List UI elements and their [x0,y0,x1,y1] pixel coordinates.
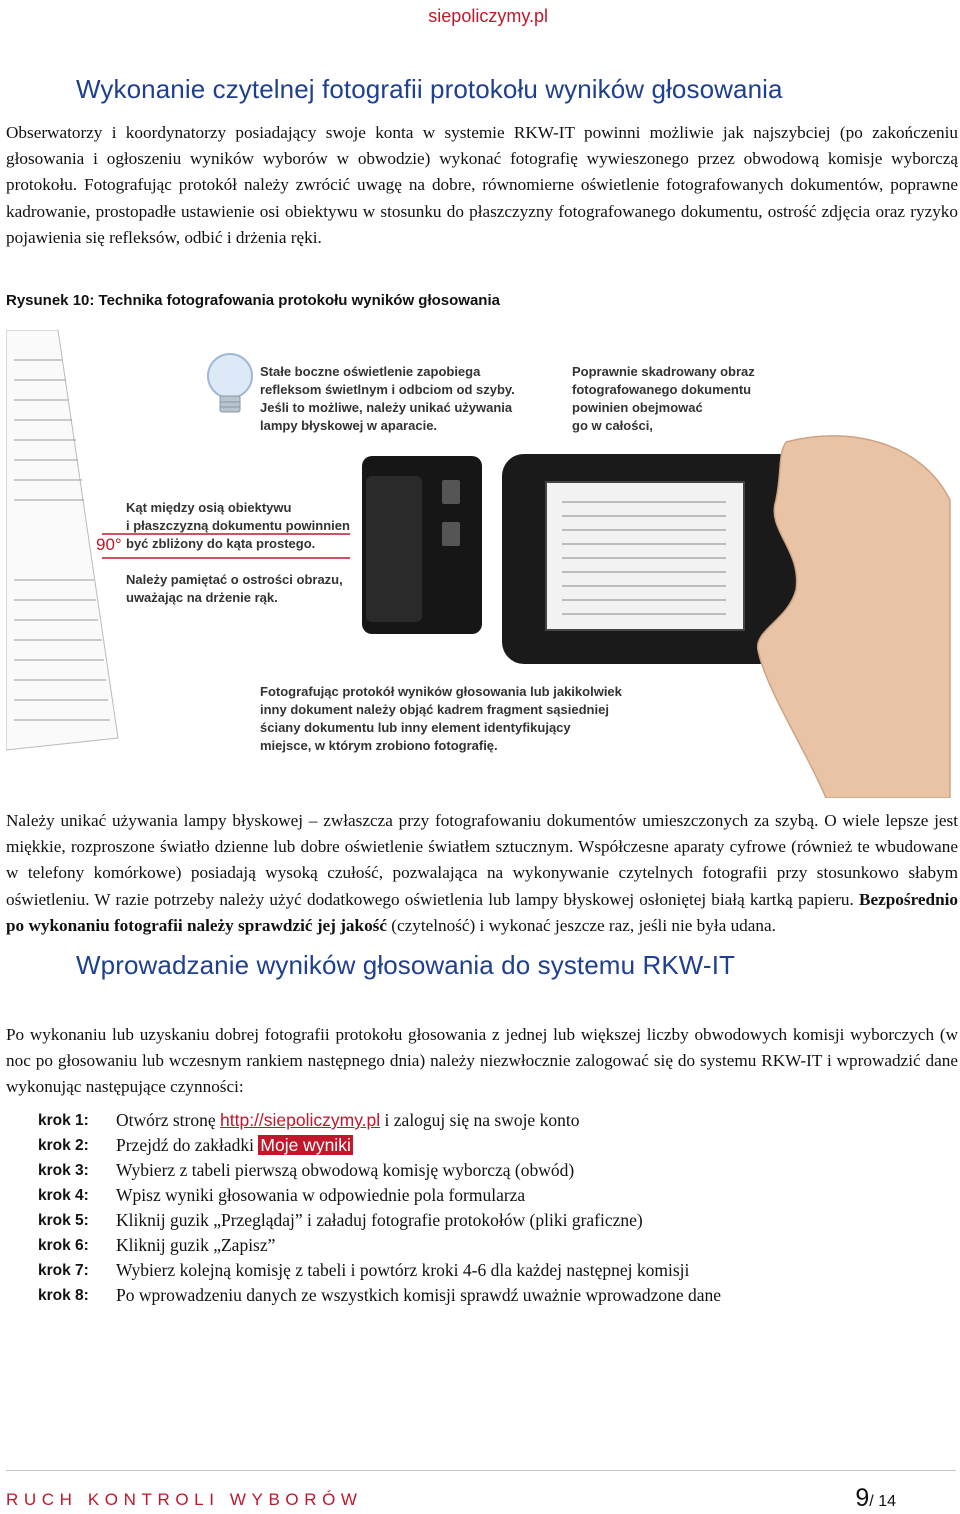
site-url-link[interactable]: http://siepoliczymy.pl [220,1110,381,1130]
note-line: Fotografując protokół wyników głosowania lub jakikolwiek [260,684,622,699]
note-line: fotografowanego dokumentu [572,382,752,397]
step-label: krok 2: [38,1136,89,1154]
step-text-start: Otwórz stronę [116,1110,221,1130]
step-label: krok 6: [38,1236,89,1254]
entry-paragraph: Po wykonaniu lub uzyskaniu dobrej fotografii protokołu głosowania z jednej lub większej liczby obwodowych komisji wyborczych (w noc po głosowaniu lub wczesnym rankiem następnego dnia) należy niezwłocznie zalogować się do systemu RKW-IT i wprowadzić dane wykonując następujące czynności: [6,1025,958,1097]
angle-label: 90° [96,535,122,554]
paragraph-text: Należy unikać używania lampy błyskowej – zwłaszcza przy fotografowaniu dokumentów umieszczonych za szybą. O wiele lepsze jest miękkie, rozproszone światło dzienne lub dobre oświetlenie światłem sztucznym. Współczesne aparaty cyfrowe (również te wbudowane w telefony komórkowe) posiadają wysoką czułość, pozwalająca na wykonywanie czytelnych fotografii przy stosunkowo słabym oświetleniu. W razie potrzeby należy użyć dodatkowego oświetlenia lub lampy błyskowej osłoniętej białą kartką papieru. [6,811,958,909]
footer-divider [6,1470,956,1471]
lighting-note [260,364,515,433]
note-line: miejsce, w którym zrobiono fotografię. [260,738,498,753]
page-separator: / [869,1493,874,1510]
step-item [38,1158,938,1183]
step-item [38,1108,938,1133]
photo-technique-figure [6,330,956,798]
step-label: krok 7: [38,1261,89,1279]
focus-note [126,572,343,605]
current-page: 9 [855,1484,870,1512]
step-text: Kliknij guzik „Zapisz” [116,1235,276,1255]
step-text: Wybierz kolejną komisję z tabeli i powtórz kroki 4-6 dla każdej następnej komisji [116,1260,690,1280]
note-line: i płaszczyzną dokumentu powinnien [126,518,350,533]
framing-note [572,364,755,433]
note-line: Stałe boczne oświetlenie zapobiega [260,364,481,379]
note-line: lampy błyskowej w aparacie. [260,418,438,433]
paragraph-text: (czytelność) i wykonać jeszcze raz, jeśli nie była udana. [386,915,776,935]
step-text [116,1135,353,1156]
note-line: Poprawnie skadrowany obraz [572,364,755,379]
step-text-end: i zaloguj się na swoje konto [380,1110,580,1130]
note-line: Jeśli to możliwe, należy unikać używania [260,400,513,415]
step-label: krok 1: [38,1111,89,1129]
note-line: go w całości, [572,418,653,433]
note-line: uważając na drżenie rąk. [126,590,278,605]
note-line: Kąt między osią obiektywu [126,500,292,515]
step-text [116,1110,579,1131]
camera-screen [546,482,744,630]
light-bulb-icon [208,354,252,412]
step-item [38,1133,938,1158]
step-item [38,1183,938,1208]
intro-paragraph: Obserwatorzy i koordynatorzy posiadający swoje konta w systemie RKW-IT powinni możliwie jak najszybciej (po zakończeniu głosowania i ogłoszeniu wyników wyborów w obwodzie) wykonać fotografię wywieszonego przez obwodową komisje wyborczą protokołu. Fotografując protokół należy zwrócić uwagę na dobre, równomierne oświetlenie fotografowanych dokumentów, poprawne kadrowanie, prostopadłe ustawienie osi obiektywu w stosunku do płaszczyzny fotografowanego dokumentu, ostrość zdjęcia oraz ryzyko pojawienia się refleksów, odbić i drżenia ręki. [6,123,958,247]
step-text-start: Przejdź do zakładki [116,1135,259,1155]
step-item [38,1233,938,1258]
step-item [38,1258,938,1283]
note-line: Należy pamiętać o ostrości obrazu, [126,572,343,587]
paragraph-bold-text: Bezpośrednio po wykonaniu fotografii należy sprawdzić jej jakość [6,889,958,935]
step-label: krok 4: [38,1186,89,1204]
section-title-entry: Wprowadzanie wyników głosowania do systemu RKW-IT [76,950,736,980]
note-line: refleksom świetlnym i odbciom od szyby. [260,382,515,397]
camera-icon [362,454,812,664]
step-label: krok 8: [38,1286,89,1304]
step-text: Po wprowadzeniu danych ze wszystkich komisji sprawdź uważnie wprowadzone dane [116,1285,722,1305]
note-line: ściany dokumentu lub inny element identyfikujący [260,720,571,735]
section-title-photo: Wykonanie czytelnej fotografii protokołu wyników głosowania [76,74,783,104]
figure-illustration [6,330,956,798]
step-text: Wybierz z tabeli pierwszą obwodową komisję wyborczą (obwód) [116,1160,575,1180]
hand-illustration [758,436,950,798]
angle-note [126,500,350,551]
note-line: inny dokument należy objąć kadrem fragment sąsiedniej [260,702,609,717]
page-number [855,1484,896,1513]
steps-list [38,1108,938,1308]
step-text: Kliknij guzik „Przeglądaj” i załaduj fotografie protokołów (pliki graficzne) [116,1210,643,1230]
flash-advice-paragraph [6,808,958,939]
tab-name-highlight: Moje wyniki [260,1135,351,1155]
site-link[interactable]: siepoliczymy.pl [428,6,548,26]
step-label: krok 3: [38,1161,89,1179]
figure-caption: Rysunek 10: Technika fotografowania protokołu wyników głosowania [6,292,500,309]
step-text: Wpisz wyniki głosowania w odpowiednie pola formularza [116,1185,526,1205]
note-line: być zbliżony do kąta prostego. [126,536,316,551]
step-item [38,1283,938,1308]
total-pages: 14 [878,1493,896,1510]
note-line: powinien obejmować [572,400,703,415]
step-item [38,1208,938,1233]
footer-brand: RUCH KONTROLI WYBORÓW [6,1490,363,1509]
context-note [260,684,623,753]
step-label: krok 5: [38,1211,89,1229]
site-header [0,6,960,27]
